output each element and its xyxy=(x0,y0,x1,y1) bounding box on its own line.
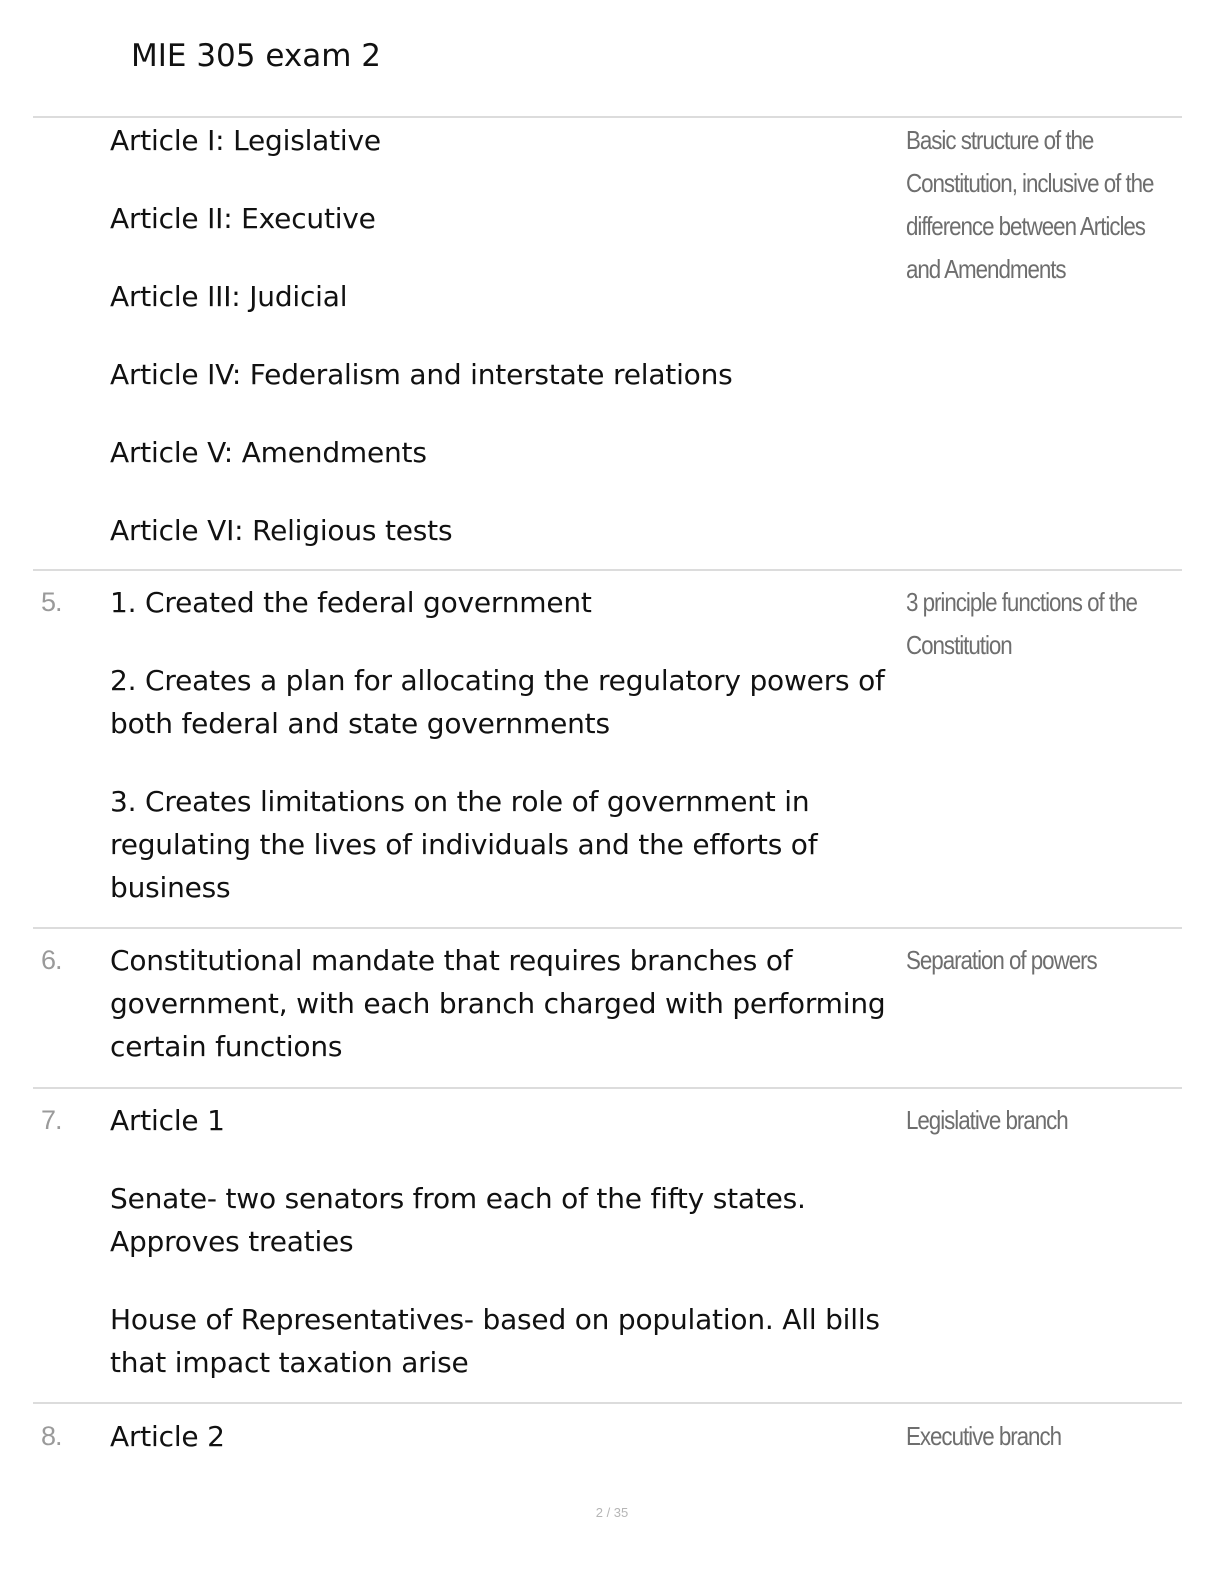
term-line: Article V: Amendments xyxy=(110,436,427,469)
divider xyxy=(33,116,1182,118)
card-number: 8. xyxy=(41,1421,62,1451)
card-term xyxy=(110,939,900,1068)
divider xyxy=(33,1087,1182,1089)
page-indicator: 2 / 35 xyxy=(595,1505,629,1520)
card-definition: Legislative branch xyxy=(906,1105,1068,1135)
term-line: 3. Creates limitations on the role of government in regulating the lives of individuals and the efforts of business xyxy=(110,785,818,904)
term-line: Article II: Executive xyxy=(110,202,376,235)
term-line: Constitutional mandate that requires branches of government, with each branch charged with performing certain functions xyxy=(110,944,886,1063)
term-line: Article I: Legislative xyxy=(110,124,381,157)
term-line: 1. Created the federal government xyxy=(110,586,592,619)
term-line: 2. Creates a plan for allocating the regulatory powers of both federal and state governments xyxy=(110,664,885,740)
term-line: Article III: Judicial xyxy=(110,280,348,313)
card-term xyxy=(110,581,900,909)
term-line: Article 2 xyxy=(110,1420,225,1453)
card-number: 6. xyxy=(41,945,62,975)
card-term xyxy=(110,1415,900,1458)
divider xyxy=(33,569,1182,571)
term-line: Article IV: Federalism and interstate relations xyxy=(110,358,733,391)
card-term xyxy=(110,1099,900,1384)
term-line: Senate- two senators from each of the fifty states. Approves treaties xyxy=(110,1182,806,1258)
term-line: Article VI: Religious tests xyxy=(110,514,453,547)
term-line: House of Representatives- based on population. All bills that impact taxation arise xyxy=(110,1303,880,1379)
term-line: Article 1 xyxy=(110,1104,225,1137)
card-definition: Executive branch xyxy=(906,1421,1062,1451)
card-term xyxy=(110,119,900,552)
document-title: MIE 305 exam 2 xyxy=(131,38,381,74)
card-definition: Basic structure of the Constitution, inclusive of the difference between Articles and Amendments xyxy=(906,125,1154,284)
divider xyxy=(33,927,1182,929)
divider xyxy=(33,1402,1182,1404)
card-definition: Separation of powers xyxy=(906,945,1097,975)
card-number: 5. xyxy=(41,587,62,617)
card-definition: 3 principle functions of the Constitution xyxy=(906,587,1137,660)
card-number: 7. xyxy=(41,1105,62,1135)
